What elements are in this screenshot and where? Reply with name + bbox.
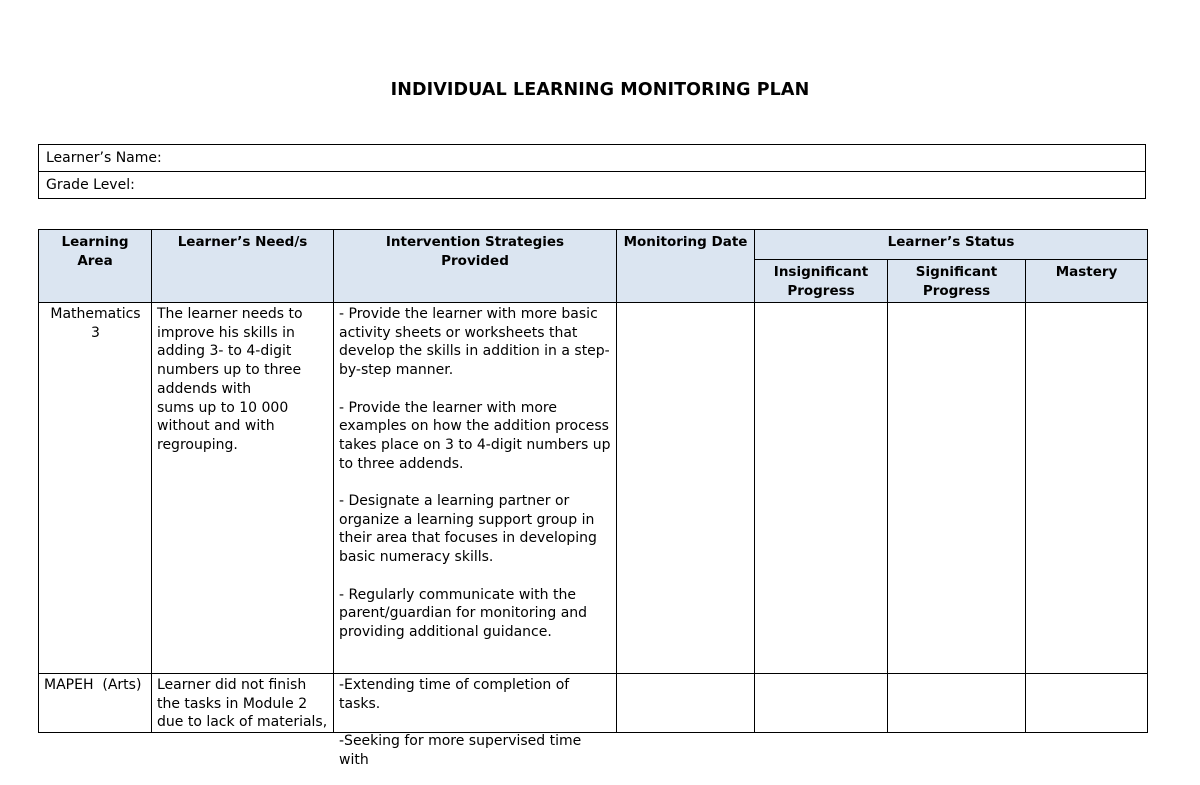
strategy-line: parent/guardian for monitoring and [339, 605, 588, 622]
needs-line: adding 3- to 4-digit [157, 343, 292, 360]
header-monitoring-date: Monitoring Date [617, 230, 755, 303]
strategy-line: organize a learning support group in [339, 511, 595, 528]
learning-area-line: 3 [91, 324, 100, 341]
header-status: Learner’s Status [755, 230, 1148, 260]
needs-line: improve his skills in [157, 324, 295, 341]
page-title: INDIVIDUAL LEARNING MONITORING PLAN [390, 80, 810, 100]
needs-line: Learner did not finish [157, 677, 307, 693]
insignificant-progress-cell [755, 674, 888, 733]
header-significant-line2: Progress [922, 283, 991, 299]
monitoring-plan-table [38, 229, 1148, 768]
strategy-line: develop the skills in addition in a step- [339, 343, 610, 360]
monitoring-date-cell [617, 303, 755, 674]
header-needs: Learner’s Need/s [152, 230, 334, 303]
needs-cell [152, 303, 334, 674]
needs-line: the tasks in Module 2 [157, 695, 308, 712]
strategy-line: basic numeracy skills. [339, 549, 494, 566]
strategy-line: - Provide the learner with more [339, 399, 557, 416]
learning-area-line: Mathematics [50, 306, 141, 322]
needs-line: addends with [157, 380, 252, 397]
significant-progress-cell [888, 674, 1026, 733]
strategy-paragraph [339, 305, 612, 380]
table-row [39, 674, 1148, 733]
strategy-line: takes place on 3 to 4-digit numbers up [339, 436, 611, 453]
needs-line: regrouping. [157, 436, 238, 453]
learning-area-line: MAPEH (Arts) [44, 677, 142, 693]
needs-cell [152, 674, 334, 733]
strategies-cell [334, 303, 617, 674]
strategy-line: - Regularly communicate with the [339, 586, 576, 603]
needs-line: without and with [157, 418, 275, 435]
strategy-paragraph [339, 492, 612, 567]
learning-area-cell [39, 303, 152, 674]
strategy-line: to three addends. [339, 455, 464, 472]
header-strategies-line2: Provided [441, 253, 509, 269]
strategy-line: providing additional guidance. [339, 623, 552, 640]
header-mastery: Mastery [1026, 260, 1148, 303]
needs-line: numbers up to three [157, 362, 302, 379]
header-significant [888, 260, 1026, 303]
grade-level-row [39, 172, 1146, 199]
table-row [39, 303, 1148, 674]
header-insignificant-line1: Insignificant [773, 264, 869, 280]
strategy-paragraph [339, 586, 612, 642]
strategy-line: examples on how the addition process [339, 418, 609, 435]
header-insignificant-line2: Progress [787, 283, 855, 299]
header-significant-line1: Significant [915, 264, 998, 280]
needs-line: sums up to 10 000 [157, 399, 289, 416]
strategy-line: activity sheets or worksheets that [339, 324, 578, 341]
header-learning-area: Learning Area [39, 230, 152, 303]
significant-progress-cell [888, 303, 1026, 674]
needs-line: The learner needs to [157, 306, 303, 322]
strategy-line: - Designate a learning partner or [339, 493, 570, 509]
learner-name-row [39, 145, 1146, 172]
insignificant-progress-cell [755, 303, 888, 674]
header-strategies [334, 230, 617, 303]
grade-level-label: Grade Level: [39, 172, 1146, 199]
strategy-line: -Seeking for more supervised time with [339, 733, 582, 768]
header-strategies-line1: Intervention Strategies [385, 234, 565, 250]
learner-name-label: Learner’s Name: [39, 145, 1146, 172]
mastery-cell [1026, 303, 1148, 674]
mastery-cell [1026, 674, 1148, 733]
strategy-line: - Provide the learner with more basic [339, 306, 598, 322]
strategy-line: by-step manner. [339, 362, 454, 379]
header-insignificant [755, 260, 888, 303]
needs-line: due to lack of materials, [157, 714, 328, 731]
strategies-cell [334, 674, 617, 768]
monitoring-date-cell [617, 674, 755, 733]
strategy-line: -Extending time of completion of tasks. [339, 677, 570, 712]
header-row [39, 230, 1148, 260]
strategy-line: their area that focuses in developing [339, 530, 597, 547]
learner-info-table [38, 144, 1146, 199]
strategy-paragraph [339, 399, 612, 474]
learning-area-cell [39, 674, 152, 733]
